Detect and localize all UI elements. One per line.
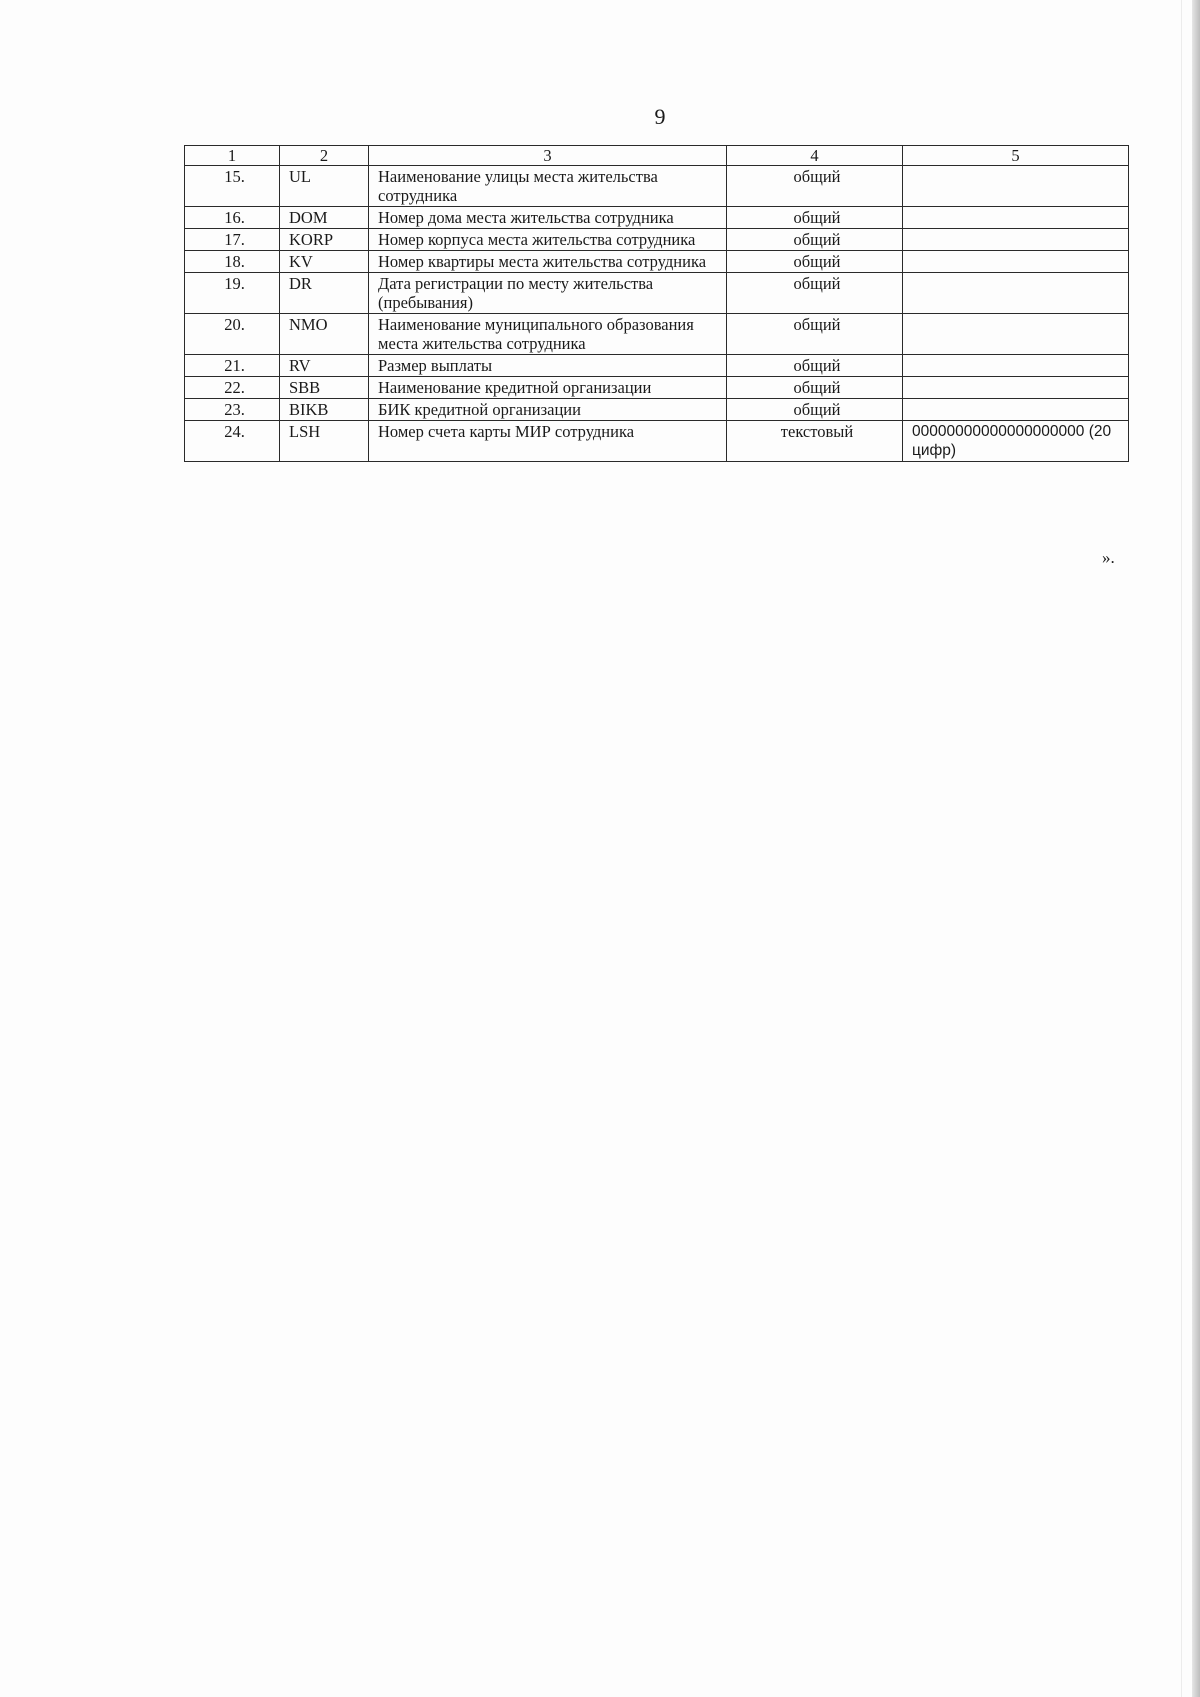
field-description: Наименование кредитной организации [369,377,727,399]
field-format [903,229,1129,251]
table-row [185,273,1129,314]
field-format [903,273,1129,314]
field-format [903,314,1129,355]
field-code: DOM [280,207,369,229]
field-type: общий [727,207,903,229]
field-format [903,355,1129,377]
field-code: UL [280,166,369,207]
field-type: общий [727,355,903,377]
table-row [185,229,1129,251]
fields-table [184,145,1129,462]
row-number: 15. [185,166,280,207]
scan-page-edge [1192,0,1200,1697]
row-number: 24. [185,421,280,462]
field-type: общий [727,251,903,273]
table-row [185,399,1129,421]
closing-quote-mark: ». [1102,548,1115,567]
field-description: Наименование муниципального образования места жительства сотрудника [369,314,727,355]
field-type: общий [727,229,903,251]
field-format: 00000000000000000000 (20 цифр) [903,421,1129,462]
row-number: 19. [185,273,280,314]
field-type: общий [727,273,903,314]
field-code: BIKB [280,399,369,421]
scan-edge-line [1181,0,1182,1697]
field-code: DR [280,273,369,314]
table-row [185,314,1129,355]
field-code: KORP [280,229,369,251]
row-number: 16. [185,207,280,229]
field-description: Размер выплаты [369,355,727,377]
table-row [185,377,1129,399]
column-header: 5 [903,146,1129,166]
field-description: Номер корпуса места жительства сотрудника [369,229,727,251]
field-description: БИК кредитной организации [369,399,727,421]
field-description: Номер дома места жительства сотрудника [369,207,727,229]
field-description: Номер счета карты МИР сотрудника [369,421,727,462]
field-description: Наименование улицы места жительства сотрудника [369,166,727,207]
field-code: RV [280,355,369,377]
row-number: 20. [185,314,280,355]
table-header-row [185,146,1129,166]
field-format [903,251,1129,273]
row-number: 23. [185,399,280,421]
field-format [903,377,1129,399]
field-type: общий [727,166,903,207]
row-number: 21. [185,355,280,377]
field-code: SBB [280,377,369,399]
table-row [185,421,1129,462]
table-row [185,355,1129,377]
column-header: 4 [727,146,903,166]
field-format [903,166,1129,207]
field-type: общий [727,399,903,421]
field-code: NMO [280,314,369,355]
field-format [903,207,1129,229]
row-number: 22. [185,377,280,399]
page-number: 9 [654,104,666,129]
column-header: 3 [369,146,727,166]
row-number: 17. [185,229,280,251]
table-row [185,166,1129,207]
field-type: текстовый [727,421,903,462]
field-type: общий [727,314,903,355]
field-description: Номер квартиры места жительства сотрудника [369,251,727,273]
column-header: 1 [185,146,280,166]
column-header: 2 [280,146,369,166]
field-code: LSH [280,421,369,462]
field-format [903,399,1129,421]
table-row [185,251,1129,273]
field-type: общий [727,377,903,399]
table-row [185,207,1129,229]
field-description: Дата регистрации по месту жительства (пребывания) [369,273,727,314]
field-code: KV [280,251,369,273]
row-number: 18. [185,251,280,273]
